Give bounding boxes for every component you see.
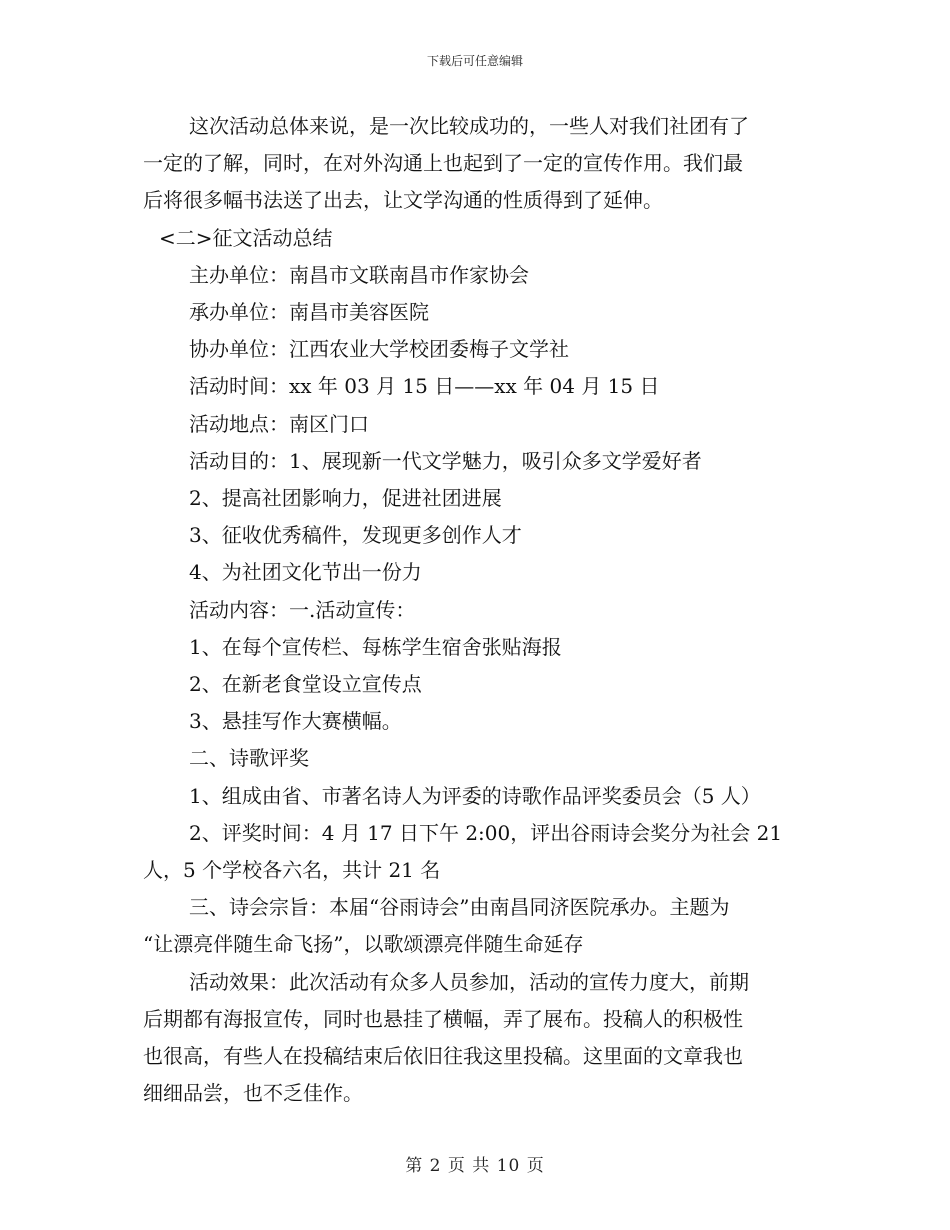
section-heading: <二>征文活动总结: [159, 225, 333, 250]
text-line: 后将很多幅书法送了出去，让文学沟通的性质得到了延伸。: [143, 188, 663, 213]
page-header-note: 下载后可任意编辑: [426, 54, 523, 68]
text-line: 活动时间：xx 年 03 月 15 日——xx 年 04 月 15 日: [189, 374, 660, 399]
text-line: 活动内容：一.活动宣传：: [189, 597, 416, 622]
list-item: 2、提高社团影响力，促进社团进展: [189, 486, 502, 511]
text-line: 也很高，有些人在投稿结束后依旧往我这里投稿。这里面的文章我也: [143, 1044, 743, 1069]
list-item: 4、为社团文化节出一份力: [189, 560, 422, 585]
text-line: 三、诗会宗旨：本届“谷雨诗会”由南昌同济医院承办。主题为: [189, 895, 730, 920]
text-line: 主办单位：南昌市文联南昌市作家协会: [189, 262, 529, 287]
text-line: 协办单位：江西农业大学校团委梅子文学社: [189, 337, 569, 362]
text-line: 人，5 个学校各六名，共计 21 名: [143, 858, 441, 883]
list-item: 1、组成由省、市著名诗人为评委的诗歌作品评奖委员会（5 人）: [189, 783, 761, 808]
section-heading: 二、诗歌评奖: [189, 746, 309, 771]
text-line: 活动目的：1、展现新一代文学魅力，吸引众多文学爱好者: [189, 448, 702, 473]
text-line: 这次活动总体来说，是一次比较成功的，一些人对我们社团有了: [189, 114, 749, 138]
list-item: 3、征收优秀稿件，发现更多创作人才: [189, 523, 522, 548]
text-line: 承办单位：南昌市美容医院: [189, 300, 429, 325]
text-line: 活动地点：南区门口: [189, 411, 369, 436]
text-line: 后期都有海报宣传，同时也悬挂了横幅，弄了展布。投稿人的积极性: [143, 1006, 743, 1031]
list-item: 2、在新老食堂设立宣传点: [189, 672, 422, 697]
text-line: 一定的了解，同时，在对外沟通上也起到了一定的宣传作用。我们最: [143, 151, 743, 176]
text-line: 细细品尝，也不乏佳作。: [143, 1081, 363, 1106]
list-item: 3、悬挂写作大赛横幅。: [189, 709, 402, 734]
list-item: 1、在每个宣传栏、每栋学生宿舍张贴海报: [189, 634, 562, 659]
list-item: 2、评奖时间：4 月 17 日下午 2:00，评出谷雨诗会奖分为社会 21: [189, 820, 783, 845]
page-number-footer: 第 2 页 共 10 页: [405, 1156, 545, 1176]
document-body: [143, 108, 808, 1112]
text-line: “让漂亮伴随生命飞扬”，以歌颂漂亮伴随生命延存: [143, 932, 584, 957]
text-line: 活动效果：此次活动有众多人员参加，活动的宣传力度大，前期: [189, 969, 749, 994]
